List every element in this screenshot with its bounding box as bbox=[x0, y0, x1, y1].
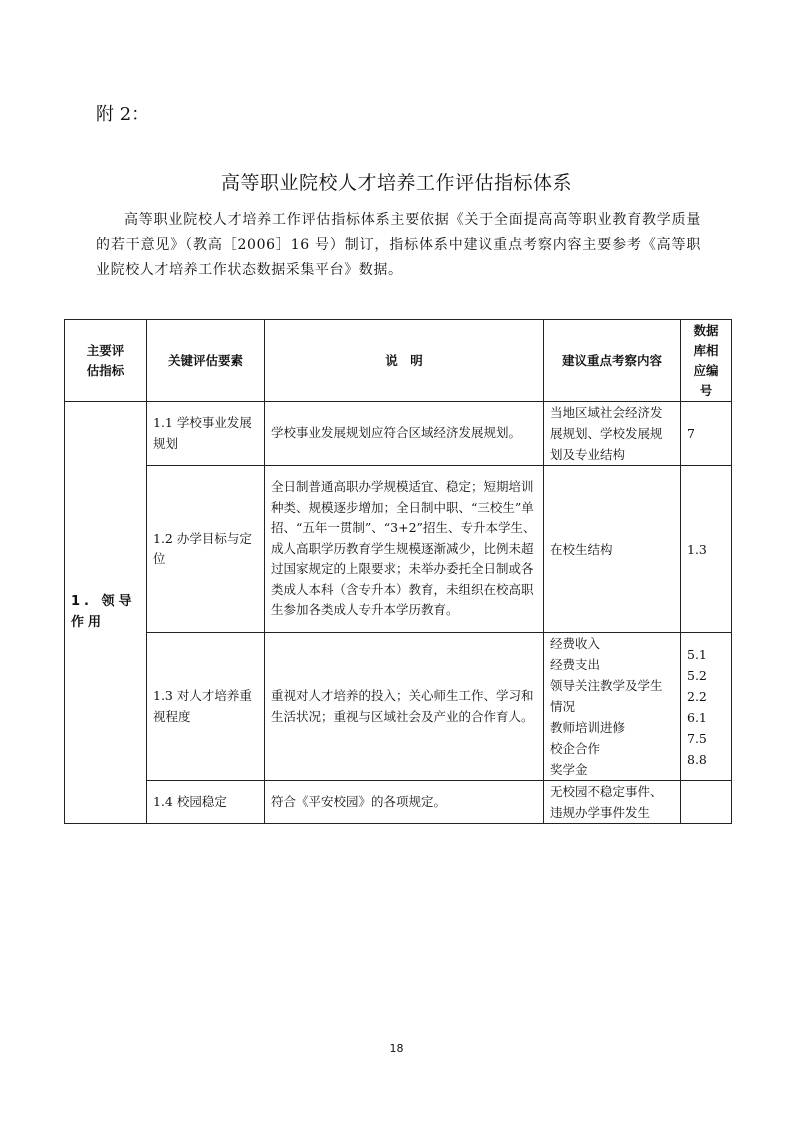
focus-cell bbox=[544, 466, 681, 633]
db-code-item: 6.1 bbox=[687, 709, 707, 725]
description-cell: 符合《平安校园》的各项规定。 bbox=[265, 781, 544, 824]
db-code-cell bbox=[681, 466, 732, 633]
key-element-cell: 1.3 对人才培养重视程度 bbox=[147, 633, 265, 781]
focus-item: 在校生结构 bbox=[550, 541, 613, 557]
indicator-table bbox=[64, 319, 732, 824]
db-code-item: 8.8 bbox=[687, 751, 707, 767]
focus-cell bbox=[544, 781, 681, 824]
focus-item: 当地区域社会经济发展规划、学校发展规划及专业结构 bbox=[550, 405, 663, 462]
key-element-cell: 1.4 校园稳定 bbox=[147, 781, 265, 824]
page-title: 高等职业院校人才培养工作评估指标体系 bbox=[220, 172, 572, 194]
table-row bbox=[65, 402, 732, 466]
table-row bbox=[65, 633, 732, 781]
key-element-cell: 1.2 办学目标与定位 bbox=[147, 466, 265, 633]
db-code-cell bbox=[681, 402, 732, 466]
db-code-cell bbox=[681, 781, 732, 824]
focus-cell bbox=[544, 402, 681, 466]
header-db-code: 数据库相应编号 bbox=[681, 320, 732, 402]
table-row bbox=[65, 466, 732, 633]
focus-item: 教师培训进修 bbox=[550, 720, 626, 735]
key-element-cell: 1.1 学校事业发展规划 bbox=[147, 402, 265, 466]
header-description: 说 明 bbox=[265, 320, 544, 402]
focus-item: 经费支出 bbox=[550, 657, 601, 672]
focus-item: 领导关注教学及学生情况 bbox=[550, 678, 663, 714]
db-code-cell bbox=[681, 633, 732, 781]
attachment-label: 附 2： bbox=[96, 104, 150, 125]
db-code-item: 2.2 bbox=[687, 688, 707, 704]
focus-cell bbox=[544, 633, 681, 781]
db-code-item: 5.2 bbox=[687, 667, 707, 683]
table-header-row bbox=[65, 320, 732, 402]
header-key-element: 关键评估要素 bbox=[147, 320, 265, 402]
focus-item: 奖学金 bbox=[550, 762, 588, 777]
header-focus: 建议重点考察内容 bbox=[544, 320, 681, 402]
page-number: 18 bbox=[389, 1042, 404, 1055]
db-code-item: 7 bbox=[687, 426, 695, 441]
description-cell: 学校事业发展规划应符合区域经济发展规划。 bbox=[265, 402, 544, 466]
db-code-item: 5.1 bbox=[687, 646, 707, 662]
header-main-indicator: 主要评估指标 bbox=[65, 320, 147, 402]
focus-item: 校企合作 bbox=[550, 741, 601, 756]
group-label: 1. 领导作用 bbox=[65, 402, 147, 824]
db-code-item: 7.5 bbox=[687, 730, 707, 746]
db-code-item: 1.3 bbox=[687, 541, 707, 557]
focus-item: 无校园不稳定事件、违规办学事件发生 bbox=[550, 784, 663, 820]
description-cell: 全日制普通高职办学规模适宜、稳定；短期培训种类、规模逐步增加；全日制中职、“三校生”单招、“五年一贯制”、“3+2”招生、专升本学生、成人高职学历教育学生规模逐渐减少，比例未超过国家规定的上限要求；未举办委托全日制或各类成人本科（含专升本）教育，未组织在校高职生参加各类成人专升本学历教育。 bbox=[265, 466, 544, 633]
table-row bbox=[65, 781, 732, 824]
focus-item: 经费收入 bbox=[550, 636, 601, 651]
description-cell: 重视对人才培养的投入；关心师生工作、学习和生活状况；重视与区域社会及产业的合作育人。 bbox=[265, 633, 544, 781]
intro-paragraph: 高等职业院校人才培养工作评估指标体系主要依据《关于全面提高高等职业教育教学质量的若干意见》（教高［2006］16 号）制订，指标体系中建议重点考察内容主要参考《高等职业院校人才培养工作状态数据采集平台》数据。 bbox=[96, 212, 701, 278]
